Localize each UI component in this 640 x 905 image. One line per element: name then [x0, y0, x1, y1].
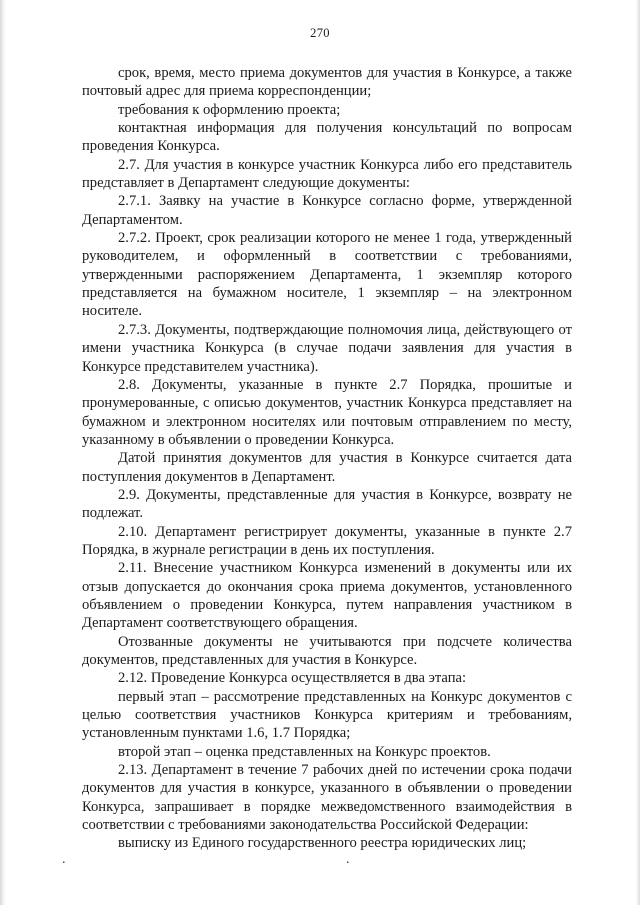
paragraph: контактная информация для получения консультаций по вопросам проведения Конкурса. — [82, 120, 572, 155]
paragraph: 2.7. Для участия в конкурсе участник Конкурса либо его представитель представляет в Департамент следующие документы: — [82, 156, 572, 192]
scan-edge-right — [636, 0, 640, 905]
paragraph: 2.12. Проведение Конкурса осуществляется в два этапа: — [118, 670, 467, 687]
paragraph: первый этап – рассмотрение представленных на Конкурс документов с целью соответствия участников Конкурса критериям и требованиям, установленным пунктами 1.6, 1.7 Порядка; — [82, 688, 572, 742]
paragraph: требования к оформлению проекта; — [118, 101, 341, 118]
footer-mark-center: . — [346, 852, 350, 867]
page-number: 270 — [310, 26, 330, 40]
paragraph: 2.7.3. Документы, подтверждающие полномочия лица, действующего от имени участника Конкурса (в случае подачи заявления для участия в Конкурсе представителем участника). — [82, 321, 572, 375]
footer-mark-left: . — [62, 852, 66, 867]
document-body — [82, 64, 572, 853]
scan-edge-left — [0, 0, 6, 905]
paragraph: Датой принятия документов для участия в Конкурсе считается дата поступления документов в Департамент. — [82, 450, 572, 485]
paragraph: 2.10. Департамент регистрирует документы, указанные в пункте 2.7 Порядка, в журнале регистрации в день их поступления. — [82, 523, 572, 558]
paragraph: срок, время, место приема документов для участия в Конкурсе, а также почтовый адрес для приема корреспонденции; — [82, 65, 572, 100]
paragraph: Отозванные документы не учитываются при подсчете количества документов, представленных для участия в Конкурсе. — [82, 633, 572, 668]
paragraph: 2.7.2. Проект, срок реализации которого не менее 1 года, утвержденный руководителем, и оформленный в соответствии с требованиями, утвержденными распоряжением Департамента, 1 экземпляр которого представляется на бумажном носителе, 1 экземпляр – на электронном носителе. — [82, 230, 572, 320]
paragraph: 2.13. Департамент в течение 7 рабочих дней по истечении срока подачи документов для участия в конкурсе, указанного в объявлении о проведении Конкурса, запрашивает в порядке межведомственного взаимодействия в соответствии с требованиями законодательства Российской Федерации: — [82, 762, 572, 834]
paragraph: выписку из Единого государственного реестра юридических лиц; — [118, 835, 527, 852]
paragraph: 2.11. Внесение участником Конкурса изменений в документы или их отзыв допускается до окончания срока приема документов, установленного объявлением о проведении Конкурса, путем направления участником в Департамент соответствующего обращения. — [82, 560, 572, 632]
paragraph: 2.9. Документы, представленные для участия в Конкурсе, возврату не подлежат. — [82, 486, 572, 522]
paragraph: 2.8. Документы, указанные в пункте 2.7 Порядка, прошитые и пронумерованные, с описью документов, участник Конкурса представляет на бумажном и электронном носителях или почтовым отправлением по месту, указанному в объявлении о проведении Конкурса. — [82, 376, 572, 448]
paragraph: второй этап – оценка представленных на Конкурс проектов. — [118, 743, 491, 760]
paragraph: 2.7.1. Заявку на участие в Конкурсе согласно форме, утвержденной Департаментом. — [82, 193, 572, 228]
